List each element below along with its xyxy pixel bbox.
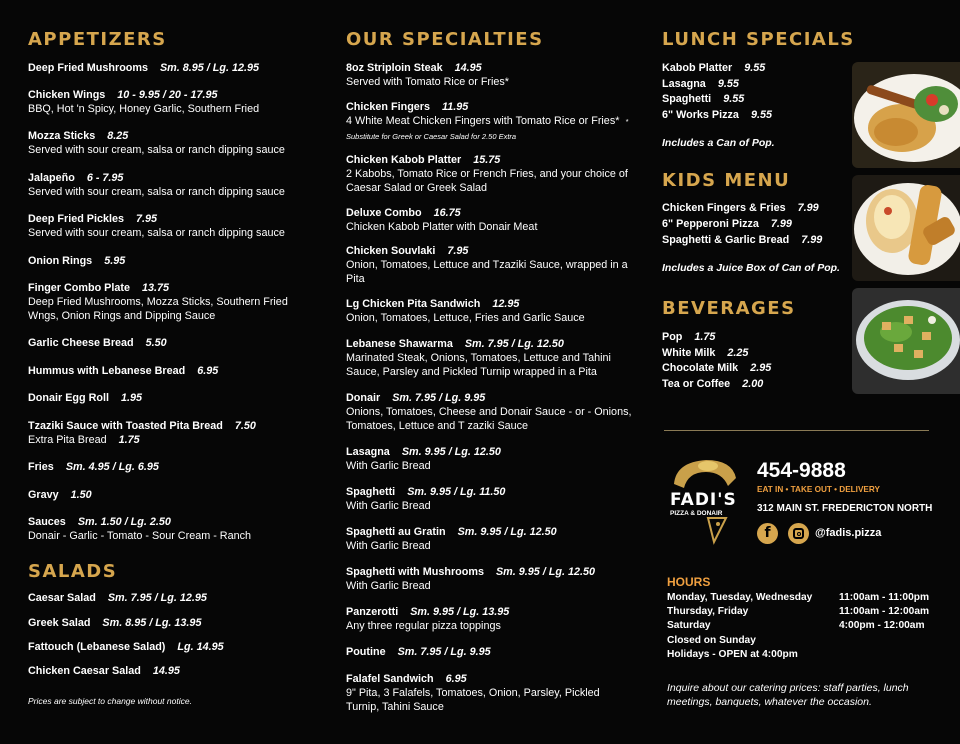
hours-row: Closed on Sunday <box>667 635 756 646</box>
services: EAT IN • TAKE OUT • DELIVERY <box>757 485 880 494</box>
menu-item: 8oz Striploin Steak 14.95 Served with Tomato Rice or Fries* <box>346 62 510 88</box>
menu-item: Caesar Salad Sm. 7.95 / Lg. 12.95 <box>28 592 207 604</box>
menu-item: Chocolate Milk 2.95 <box>662 362 772 374</box>
menu-item: Lebanese Shawarma Sm. 7.95 / Lg. 12.50 Marinated Steak, Onions, Tomatoes, Lettuce and Tahini Sauce, Parsley and Pickled Turnip wrapped in a Pita <box>346 338 611 378</box>
menu-item: Lasagna Sm. 9.95 / Lg. 12.50 With Garlic Bread <box>346 446 501 472</box>
hours-row: Thursday, Friday 11:00am - 12:00am <box>667 606 930 617</box>
menu-item: Mozza Sticks 8.25 Served with sour cream, salsa or ranch dipping sauce <box>28 130 285 156</box>
menu-item: Chicken Wings 10 - 9.95 / 20 - 17.95 BBQ, Hot 'n Spicy, Honey Garlic, Southern Fried <box>28 89 260 115</box>
menu-item: Greek Salad Sm. 8.95 / Lg. 13.95 <box>28 617 202 629</box>
menu-item: Finger Combo Plate 13.75 Deep Fried Mushrooms, Mozza Sticks, Southern Fried Wngs, Onion Rings and Dipping Sauce <box>28 282 288 322</box>
social-handle: @fadis.pizza <box>815 527 882 539</box>
menu-item: Spaghetti au Gratin Sm. 9.95 / Lg. 12.50 With Garlic Bread <box>346 526 557 552</box>
catering-note: Inquire about our catering prices: staff parties, lunch meetings, banquets, whatever the occasion. <box>667 682 909 708</box>
menu-item: Spaghetti 9.55 <box>662 93 745 105</box>
menu-item: Spaghetti with Mushrooms Sm. 9.95 / Lg. 12.50 With Garlic Bread <box>346 566 595 592</box>
price-disclaimer: Prices are subject to change without notice. <box>28 696 192 706</box>
menu-item: Gravy 1.50 <box>28 489 92 501</box>
menu-item: Deep Fried Pickles 7.95 Served with sour cream, salsa or ranch dipping sauce <box>28 213 285 239</box>
menu-item: Tea or Coffee 2.00 <box>662 378 764 390</box>
lunch-heading: LUNCH SPECIALS <box>662 29 855 50</box>
menu-item: Garlic Cheese Bread 5.50 <box>28 337 167 349</box>
lunch-note: Includes a Can of Pop. <box>662 137 775 149</box>
appetizers-heading: APPETIZERS <box>28 29 167 50</box>
menu-item: Chicken Fingers & Fries 7.99 <box>662 202 819 214</box>
kids-heading: KIDS MENU <box>662 170 791 191</box>
facebook-icon[interactable]: f <box>757 523 778 544</box>
salads-heading: SALADS <box>28 561 118 582</box>
menu-item: Jalapeño 6 - 7.95 Served with sour cream, salsa or ranch dipping sauce <box>28 172 285 198</box>
logo-name: FADI'S <box>670 490 737 510</box>
menu-item: Chicken Fingers 11.95 4 White Meat Chicken Fingers with Tomato Rice or Fries* * Substitute for Greek or Caesar Salad for 2.50 Extra <box>346 101 629 141</box>
menu-item: Spaghetti Sm. 9.95 / Lg. 11.50 With Garlic Bread <box>346 486 506 512</box>
menu-item: Deluxe Combo 16.75 Chicken Kabob Platter with Donair Meat <box>346 207 538 233</box>
menu-item: Hummus with Lebanese Bread 6.95 <box>28 365 219 377</box>
menu-item: Sauces Sm. 1.50 / Lg. 2.50 Donair - Garlic - Tomato - Sour Cream - Ranch <box>28 516 252 542</box>
menu-item: Pop 1.75 <box>662 331 716 343</box>
salad-photo <box>852 288 960 394</box>
menu-item: Donair Sm. 7.95 / Lg. 9.95 Onions, Tomatoes, Cheese and Donair Sauce - or - Onions, Tomatoes, Lettuce and T zaziki Sauce <box>346 392 632 432</box>
specialties-heading: OUR SPECIALTIES <box>346 29 544 50</box>
menu-item: Fries Sm. 4.95 / Lg. 6.95 <box>28 461 159 473</box>
hours-heading: HOURS <box>667 575 711 589</box>
menu-item: Poutine Sm. 7.95 / Lg. 9.95 <box>346 646 491 658</box>
hours-row: Holidays - OPEN at 4:00pm <box>667 649 798 660</box>
instagram-icon[interactable] <box>788 523 809 544</box>
menu-item: White Milk 2.25 <box>662 347 749 359</box>
fadis-logo <box>668 456 744 548</box>
menu-item: Onion Rings 5.95 <box>28 255 126 267</box>
phone-number: 454-9888 <box>757 459 846 482</box>
section-divider <box>664 430 929 431</box>
hours-row: Monday, Tuesday, Wednesday 11:00am - 11:00pm <box>667 592 930 603</box>
hours-row: Saturday 4:00pm - 12:00am <box>667 620 925 631</box>
menu-item: Kabob Platter 9.55 <box>662 62 766 74</box>
menu-item: Deep Fried Mushrooms Sm. 8.95 / Lg. 12.95 <box>28 62 260 74</box>
menu-item: 6" Pepperoni Pizza 7.99 <box>662 218 792 230</box>
menu-item: Lasagna 9.55 <box>662 78 739 90</box>
menu-item: Chicken Kabob Platter 15.75 2 Kabobs, Tomato Rice or French Fries, and your choice of Caesar Salad or Greek Salad <box>346 154 628 194</box>
menu-item: Tzaziki Sauce with Toasted Pita Bread 7.50 Extra Pita Bread 1.75 <box>28 420 256 446</box>
menu-item: Fattouch (Lebanese Salad) Lg. 14.95 <box>28 641 224 653</box>
menu-item: Donair Egg Roll 1.95 <box>28 392 142 404</box>
menu-item: 6" Works Pizza 9.55 <box>662 109 772 121</box>
logo-tagline: PIZZA & DONAIR <box>670 510 723 517</box>
kids-meal-photo <box>852 175 960 281</box>
kabob-platter-photo <box>852 62 960 168</box>
menu-item: Lg Chicken Pita Sandwich 12.95 Onion, Tomatoes, Lettuce, Fries and Garlic Sauce <box>346 298 585 324</box>
menu-item: Panzerotti Sm. 9.95 / Lg. 13.95 Any three regular pizza toppings <box>346 606 510 632</box>
menu-item: Falafel Sandwich 6.95 9" Pita, 3 Falafels, Tomatoes, Onion, Parsley, Pickled Turnip, Tahini Sauce <box>346 673 600 713</box>
kids-note: Includes a Juice Box of Can of Pop. <box>662 262 840 274</box>
menu-item: Spaghetti & Garlic Bread 7.99 <box>662 234 823 246</box>
menu-item: Chicken Caesar Salad 14.95 <box>28 665 180 677</box>
beverages-heading: BEVERAGES <box>662 298 796 319</box>
menu-item: Chicken Souvlaki 7.95 Onion, Tomatoes, Lettuce and Tzaziki Sauce, wrapped in a Pita <box>346 245 628 285</box>
address: 312 MAIN ST. FREDERICTON NORTH <box>757 503 933 514</box>
